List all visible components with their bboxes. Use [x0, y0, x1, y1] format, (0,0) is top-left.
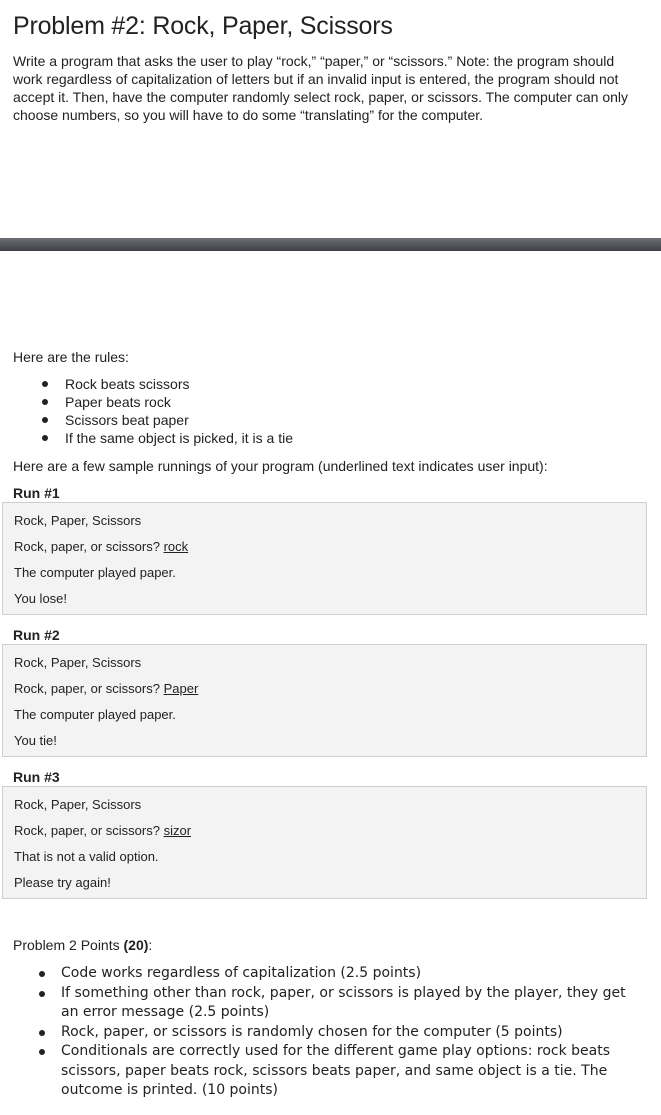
- points-heading: [13, 937, 152, 953]
- output-line: That is not a valid option.: [14, 849, 159, 864]
- output-line: You lose!: [14, 591, 68, 606]
- output-line: Rock, Paper, Scissors: [14, 655, 142, 670]
- list-item: If something other than rock, paper, or scissors is played by the player, they get an error message (2.5 points): [0, 984, 636, 1023]
- list-item: If the same object is picked, it is a tie: [0, 429, 293, 447]
- run-title: Run #3: [13, 769, 60, 785]
- list-item: Rock, paper, or scissors is randomly chosen for the computer (5 points): [0, 1023, 636, 1043]
- points-suffix: :: [148, 937, 153, 953]
- sample-run-box: [2, 786, 647, 899]
- samples-heading: Here are a few sample runnings of your program (underlined text indicates user input):: [13, 458, 548, 474]
- output-line: Rock, Paper, Scissors: [14, 797, 142, 812]
- user-input: sizor: [163, 823, 192, 838]
- section-divider: [0, 238, 661, 251]
- points-label: Problem 2 Points: [13, 937, 120, 953]
- run-title: Run #1: [13, 485, 60, 501]
- rules-list: [0, 375, 293, 447]
- points-total: (20): [123, 937, 149, 953]
- user-input: Paper: [163, 681, 199, 696]
- prompt-text: Rock, paper, or scissors?: [14, 681, 160, 696]
- grading-criteria-list: [0, 964, 636, 1101]
- rules-heading: Here are the rules:: [13, 349, 129, 365]
- output-line: The computer played paper.: [14, 565, 176, 580]
- sample-run-box: [2, 644, 647, 757]
- output-line: You tie!: [14, 733, 57, 748]
- output-line: The computer played paper.: [14, 707, 176, 722]
- prompt-text: Rock, paper, or scissors?: [14, 823, 160, 838]
- run-title: Run #2: [13, 627, 60, 643]
- prompt-line: [14, 681, 198, 696]
- output-line: Please try again!: [14, 875, 111, 890]
- list-item: Conditionals are correctly used for the different game play options: rock beats scissors, paper beats rock, scissors beats paper, and same object is a tie. The outcome is printed. (10 points): [0, 1042, 636, 1101]
- output-line: Rock, Paper, Scissors: [14, 513, 142, 528]
- page-title: Problem #2: Rock, Paper, Scissors: [13, 12, 393, 40]
- list-item: Rock beats scissors: [0, 375, 293, 393]
- sample-run-box: [2, 502, 647, 615]
- prompt-text: Rock, paper, or scissors?: [14, 539, 160, 554]
- list-item: Code works regardless of capitalization (2.5 points): [0, 964, 636, 984]
- list-item: Scissors beat paper: [0, 411, 293, 429]
- problem-description: Write a program that asks the user to play “rock,” “paper,” or “scissors.” Note: the program should work regardless of capitalization of letters but if an invalid input is entered, the program should not accept it. Then, have the computer randomly select rock, paper, or scissors. The computer can only choose numbers, so you will have to do some “translating” for the computer.: [13, 53, 629, 123]
- prompt-line: [14, 823, 191, 838]
- list-item: Paper beats rock: [0, 393, 293, 411]
- prompt-line: [14, 539, 188, 554]
- user-input: rock: [163, 539, 189, 554]
